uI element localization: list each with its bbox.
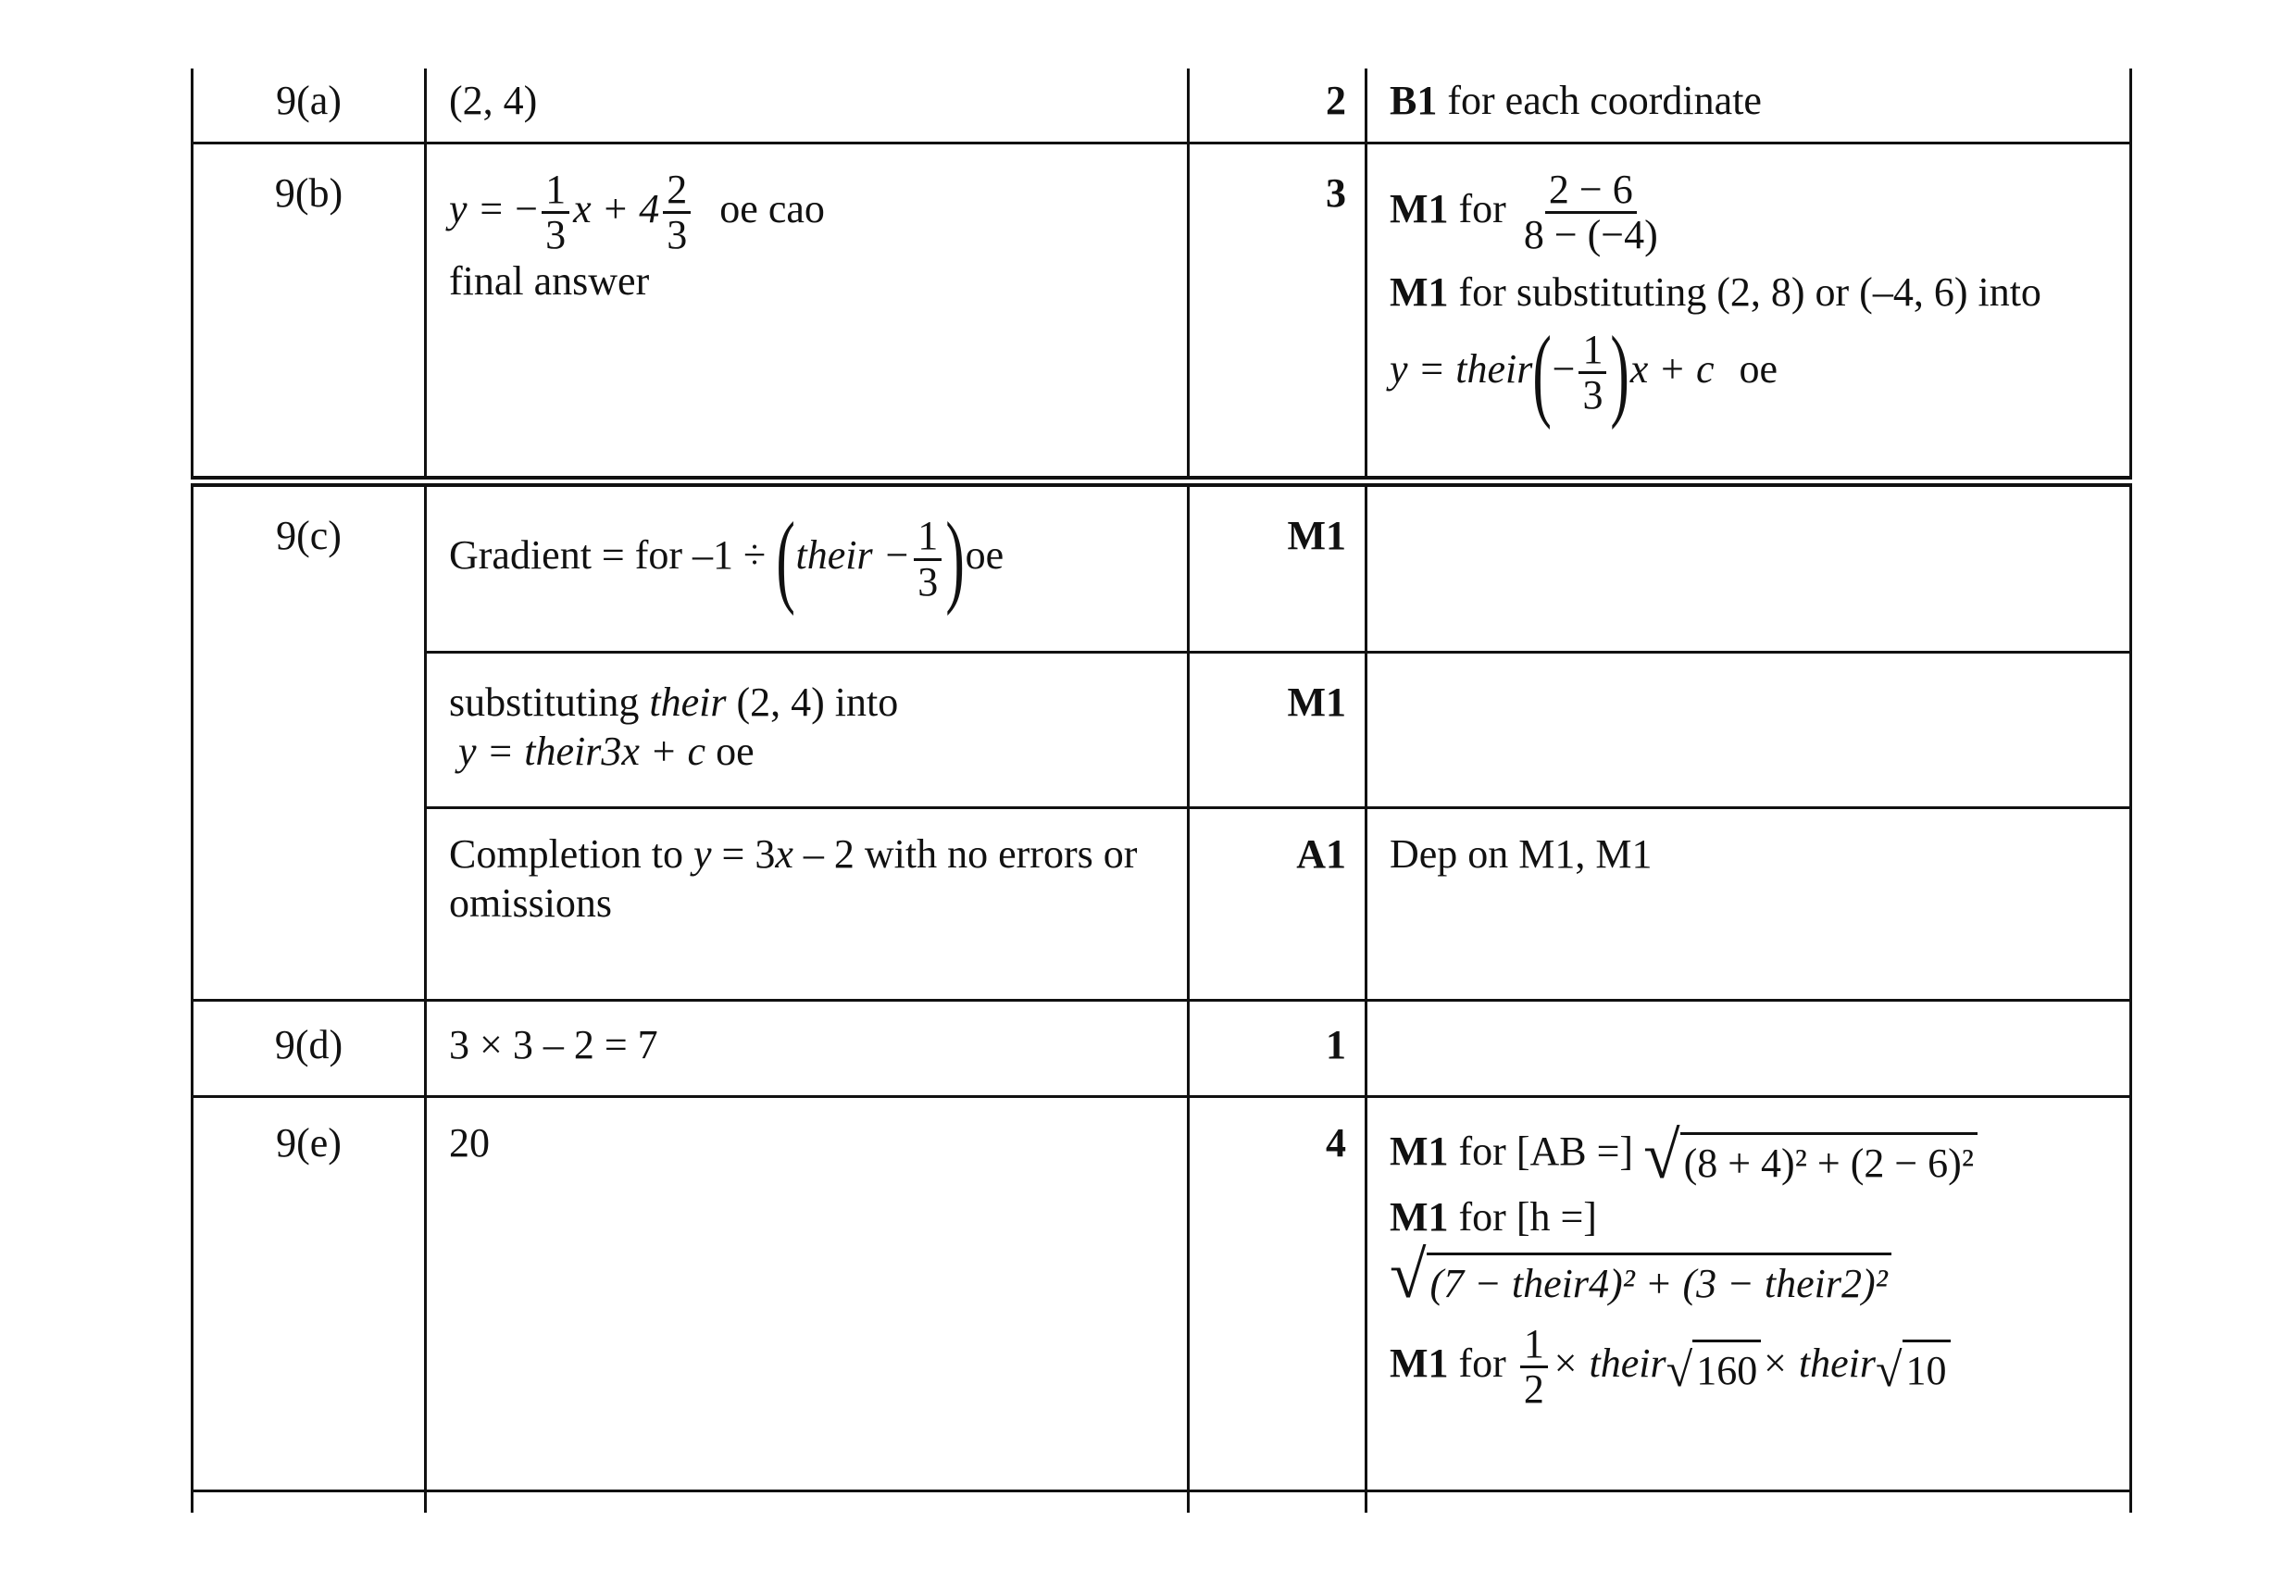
frac-den: 3 [1582,372,1603,418]
guidance-line-2 [1390,1192,2115,1242]
guidance-text: for [h =] [1458,1193,1597,1240]
guidance-cell [1366,652,2131,807]
answer-their: their [649,679,727,725]
row-9c-2 [193,652,2131,807]
frac-den: 3 [545,211,567,257]
sqrt-body: 160 [1692,1340,1761,1396]
answer-y: y [693,830,712,877]
sqrt-160: √ 160 [1666,1340,1762,1396]
answer-expr: y = their3x + c [458,729,706,775]
empty-cell [426,1490,1189,1513]
answer-text: – 2 with no errors or omissions [449,830,1138,927]
marks-cell: M1 [1189,481,1366,652]
answer-cell: Gradient = for –1 ÷ (their − $\frac{1}{3}$ )oe [426,481,1189,652]
answer-cell: 3 × 3 – 2 = 7 [426,1000,1189,1096]
row-9c-3 [193,807,2131,1000]
mark-code: M1 [1390,1340,1449,1386]
answer-cell [426,807,1189,1000]
answer-y: y = [449,185,505,231]
guidance-cell [1366,481,2131,652]
answer-line-2 [449,727,1165,777]
sqrt-body: (8 + 4)² + (2 − 6)² [1680,1132,1978,1189]
guidance-fraction [1578,326,1606,418]
guidance-oe: oe [1739,345,1778,392]
empty-cell [1366,1490,2131,1513]
frac-den: 8 − (−4) [1523,211,1658,257]
question-cell: 9(c) [193,481,426,1000]
answer-line-1 [449,678,1165,728]
answer-text: (2, 4) into [736,679,899,725]
guidance-text: for [AB =] [1458,1128,1634,1174]
guidance-expr: y = their [1390,345,1533,392]
row-9e [193,1096,2131,1490]
mark-code: M1 [1390,1128,1449,1174]
guidance-cell [1366,143,2131,481]
marks-cell: M1 [1189,652,1366,807]
frac-den: 2 [1523,1366,1544,1413]
answer-text: substituting [449,679,640,725]
frac-den: 3 [667,211,688,257]
answer-cell: 20 [426,1096,1189,1490]
guidance-line-3: y = their(− $\frac{1}{3}$ )x + c oe [1390,315,1778,430]
frac-num: 1 [1520,1323,1548,1368]
answer-cell [426,652,1189,807]
guidance-line-2 [1390,268,2115,318]
row-9a [193,69,2131,143]
answer-text: Gradient = for –1 ÷ [449,532,767,579]
fraction-one-third [542,168,569,256]
guidance-line-1 [1390,1117,2115,1192]
answer-text: = 3 [721,830,776,877]
fraction-two-thirds [663,168,691,256]
answer-oe: oe [716,729,755,775]
sqrt-body: (7 − their4)² + (3 − their2)² [1427,1253,1891,1309]
guidance-cell [1366,69,2131,143]
frac-den: 3 [917,558,939,605]
sqrt-expression: √ (7 − their4)² + (3 − their2)² [1390,1241,1891,1308]
question-cell: 9(a) [193,69,426,143]
answer-suffix: oe cao [719,185,825,231]
question-cell: 9(b) [193,143,426,481]
guidance-for: for [1458,1340,1506,1386]
marks-cell: 1 [1189,1000,1366,1096]
answer-mid: x + 4 [573,185,660,231]
guidance-cell [1366,1096,2131,1490]
frac-num: 1 [542,168,569,214]
mark-code: B1 [1390,78,1438,123]
question-cell: 9(d) [193,1000,426,1096]
guidance-expr: x + c [1629,345,1715,392]
answer-x: x [775,830,793,877]
guidance-text: for substituting (2, 8) or (–4, 6) into [1458,268,2041,315]
frac-num: 2 − 6 [1545,168,1637,214]
guidance-expr: × their [1761,1340,1876,1386]
answer-cell [426,143,1189,481]
sqrt-body: 10 [1903,1340,1951,1396]
empty-cell [1189,1490,1366,1513]
guidance-for: for [1458,185,1506,231]
gradient-fraction [1520,168,1662,256]
mark-code: M1 [1390,268,1449,315]
marks-cell: A1 [1189,807,1366,1000]
half-fraction [1520,1323,1548,1411]
answer-minus: − [515,185,539,231]
empty-cell [193,1490,426,1513]
answer-note: final answer [449,257,650,304]
marks-cell: 4 [1189,1096,1366,1490]
marks-cell: 3 [1189,143,1366,481]
guidance-text: for each coordinate [1447,78,1762,123]
sqrt-expression: √ (8 + 4)² + (2 − 6)² [1643,1122,1978,1189]
answer-their: their − [795,532,911,579]
row-9c-1 [193,481,2131,652]
marks-cell: 2 [1189,69,1366,143]
answer-equation [449,168,1165,256]
frac-num: 1 [914,515,942,560]
row-9b [193,143,2131,481]
guidance-minus: − [1552,345,1576,392]
answer-oe: oe [965,532,1004,579]
frac-num: 1 [1578,329,1606,374]
row-continuation [193,1490,2131,1513]
row-9d [193,1000,2131,1096]
sqrt-10: √ 10 [1876,1340,1951,1396]
guidance-cell [1366,1000,2131,1096]
guidance-line-1 [1390,168,2115,256]
mark-code: M1 [1390,1193,1449,1240]
guidance-cell: Dep on M1, M1 [1366,807,2131,1000]
question-cell: 9(e) [193,1096,426,1490]
mark-code: M1 [1390,185,1449,231]
guidance-expr: × their [1551,1340,1666,1386]
answer-cell: (2, 4) [426,69,1189,143]
answer-fraction [914,515,942,603]
frac-num: 2 [663,168,691,214]
answer-text: Completion to [449,830,683,877]
mark-scheme-table [191,69,2132,1513]
guidance-line-3 [1390,1238,2115,1313]
guidance-line-4 [1390,1323,2115,1411]
